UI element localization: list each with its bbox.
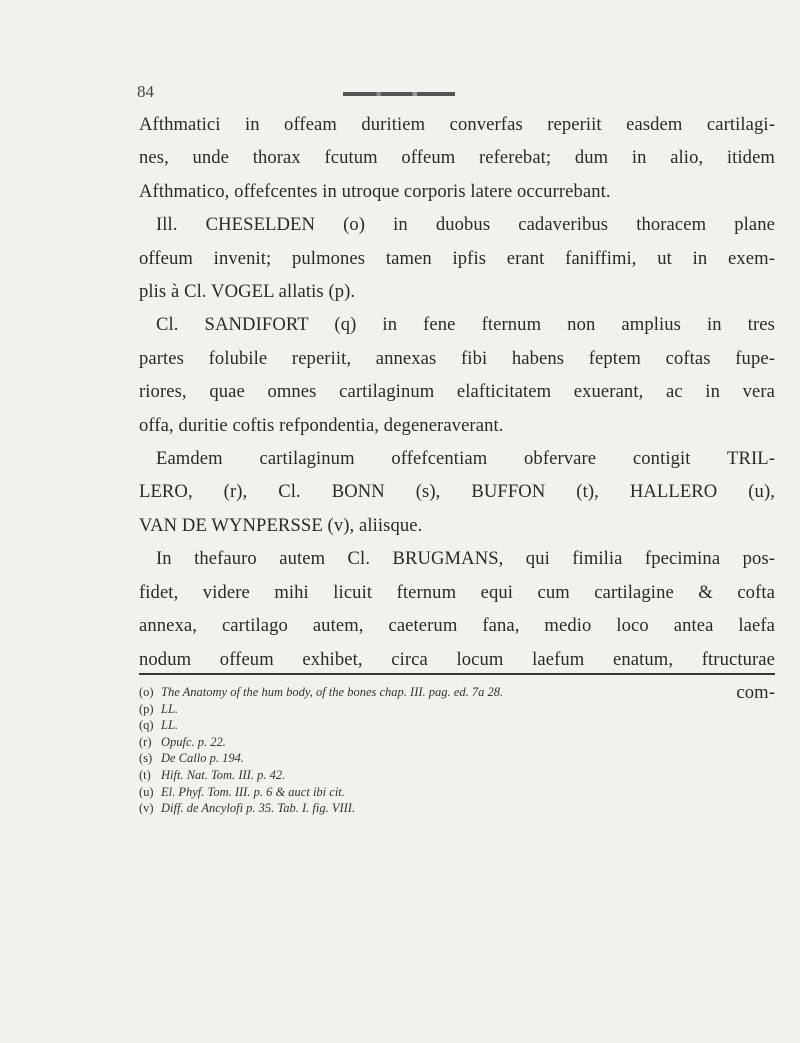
footnote-text: El. Phyf. Tom. III. p. 6 & auct ibi cit. [161, 784, 345, 799]
footnote [139, 734, 775, 751]
text-line: Eamdem cartilaginum offefcentiam obfervare contigit TRIL- [156, 448, 775, 470]
header-ornament-rule [343, 92, 455, 96]
page-number: 84 [137, 82, 154, 101]
text-line: plis à Cl. VOGEL allatis (p). [139, 281, 356, 303]
text-line: partes folubile reperiit, annexas fibi habens feptem coftas fupe- [139, 347, 775, 369]
text-line: nes, unde thorax fcutum offeum referebat; dum in alio, itidem [139, 147, 775, 169]
footnote-text: LL. [161, 701, 179, 716]
text-line: fidet, videre mihi licuit fternum equi cum cartilagine & cofta [139, 581, 775, 603]
footnote-mark: (q) [139, 718, 154, 733]
footnote [139, 767, 775, 784]
footnote [139, 684, 775, 701]
footnote-text: LL. [161, 718, 179, 733]
footnote-text: Opufc. p. 22. [161, 734, 226, 749]
footnote [139, 784, 775, 801]
footnotes [139, 684, 775, 817]
catchword: com- [736, 681, 775, 703]
text-line: annexa, cartilago autem, caeterum fana, medio loco antea laefa [139, 615, 775, 637]
text-line: offa, duritie coftis refpondentia, degeneraverant. [139, 414, 504, 436]
main-text [139, 108, 775, 709]
footnote-text: Hift. Nat. Tom. III. p. 42. [161, 767, 286, 782]
footnote [139, 717, 775, 734]
footnote-mark: (s) [139, 751, 153, 766]
text-line: nodum offeum exhibet, circa locum laefum enatum, ftructurae [139, 648, 775, 670]
text-line: Ill. CHESELDEN (o) in duobus cadaveribus thoracem plane [156, 214, 775, 236]
footnote-mark: (p) [139, 701, 154, 716]
footnote-text: Diff. de Ancylofi p. 35. Tab. I. fig. VIII. [161, 801, 356, 816]
footnote [139, 750, 775, 767]
footnote-rule [139, 673, 775, 675]
text-line: riores, quae omnes cartilaginum elafticitatem exuerant, ac in vera [139, 381, 775, 403]
footnote [139, 701, 775, 718]
text-line: VAN DE WYNPERSSE (v), aliisque. [139, 514, 423, 536]
text-line: Afthmatico, offefcentes in utroque corporis latere occurrebant. [139, 180, 611, 202]
footnote-text: De Callo p. 194. [161, 751, 244, 766]
footnote-mark: (v) [139, 801, 154, 816]
text-line: Afthmatici in offeam duritiem converfas reperiit easdem cartilagi- [139, 114, 775, 135]
text-line: LERO, (r), Cl. BONN (s), BUFFON (t), HALLERO (u), [139, 481, 775, 503]
footnote-mark: (r) [139, 734, 152, 749]
footnote-mark: (o) [139, 685, 154, 699]
footnote-text: The Anatomy of the hum body, of the bones chap. III. pag. ed. 7a 28. [161, 685, 504, 699]
text-line: offeum invenit; pulmones tamen ipfis erant faniffimi, ut in exem- [139, 247, 775, 269]
text-line: Cl. SANDIFORT (q) in fene fternum non amplius in tres [156, 314, 775, 336]
footnote-mark: (t) [139, 767, 151, 782]
footnote-mark: (u) [139, 784, 154, 799]
footnote [139, 800, 775, 817]
text-line: In thefauro autem Cl. BRUGMANS, qui fimilia fpecimina pos- [156, 548, 775, 570]
